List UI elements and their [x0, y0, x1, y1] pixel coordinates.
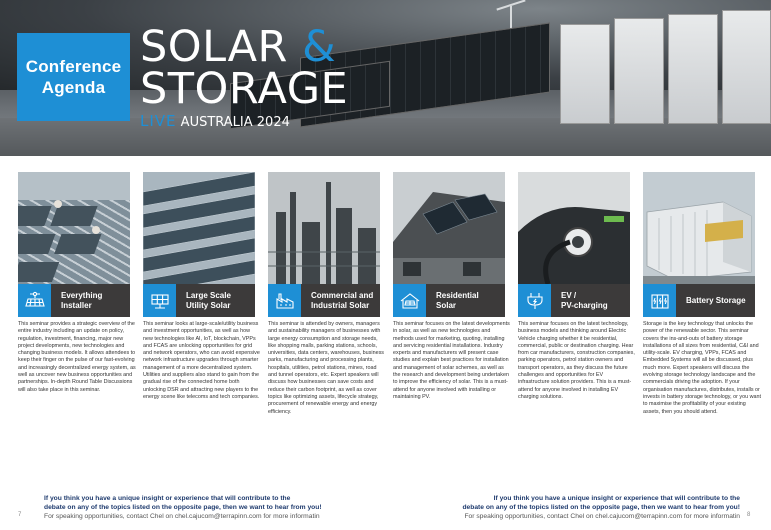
hero-battery-unit [614, 18, 664, 124]
seminar-ev-pv-charging [518, 172, 635, 401]
footer-left-line-2: debate on any of the topics listed on the opposite page, then we want to hear from you! [44, 504, 322, 511]
seminar-title-line-1: Everything [61, 290, 103, 300]
seminar-label-band [643, 284, 755, 317]
seminar-description: This seminar is attended by owners, managers and sustainability managers of businesses with large energy consumption and storage needs, like shopping malls, parking stations, schools, universities, data centers, warehouses, business parks, manufacturing and processing plants, hospitals, utilities, petrol stations, mines, road and tunnel operators, etc. Expert speakers will discuss how businesses can save costs and reduce their carbon footprint, as well as cover topics like optimizing assets, lifecycle strategy, procurement of renewable energy and energy efficiency. [268, 321, 384, 415]
seminar-everything-installer [18, 172, 136, 394]
seminar-commercial-industrial [268, 172, 384, 416]
seminar-residential-solar [393, 172, 510, 401]
seminar-title-line-1: Battery Storage [686, 295, 746, 305]
title-storage: STORAGE [140, 64, 349, 114]
title-subtitle: AUSTRALIA 2024 [180, 115, 290, 130]
title-solar: SOLAR [140, 22, 288, 72]
seminar-large-scale-utility [143, 172, 260, 401]
battery-storage-photo [643, 172, 755, 284]
seminar-title-line-1: Commercial and [311, 290, 374, 300]
seminar-description: This seminar focuses on the latest developments in solar, as well as new technologies and methods used for marketing, quoting, installing and servicing residential installations. Industry experts and manufacturers will present case studies and explain best practices for installation and management of solar schemes, as well as the research and development being undertaken to improve the efficiency of solar. This is a must-attend for anyone involved with installing or maintaining PV. [393, 321, 510, 400]
hero-banner [0, 0, 771, 156]
conference-agenda-badge [17, 33, 130, 121]
seminar-title-line-2: Solar [436, 300, 457, 310]
footer-right-line-2: debate on any of the topics listed on the opposite page, then we want to hear from you! [462, 504, 740, 511]
seminar-label-band [143, 284, 255, 317]
seminar-description: This seminar focuses on the latest technology, business models and thinking around Electric Vehicle charging whether it be residential, commercial, public or destination charging. Hear from car manufacturers, construction companies, parking operators, petrol station owners and transport operators, as they discuss the future challenges and opportunities for EV infrastructure solution providers. This is a must-attend for anyone involved in installing EV charging solutions. [518, 321, 635, 400]
footer-right-contact: For speaking opportunities, contact Chel on chel.cajucom@terrapinn.com for more informatin [464, 513, 740, 520]
page-number-left: 7 [18, 512, 22, 518]
footer-right [420, 494, 740, 521]
seminar-label-band [393, 284, 505, 317]
footer-left-line-1: If you think you have a unique insight or experience that will contribute to the [44, 495, 291, 502]
seminar-title-line-2: Industrial Solar [311, 300, 370, 310]
ev-charging-photo [518, 172, 630, 284]
house-solar-icon [393, 284, 426, 317]
seminar-title-line-1: Large Scale [186, 290, 231, 300]
badge-line-2: Agenda [41, 78, 106, 97]
title-live: LIVE [140, 112, 177, 130]
badge-line-1: Conference [25, 57, 122, 76]
hero-battery-unit [722, 10, 771, 124]
residential-roof-photo [393, 172, 505, 284]
industrial-plant-photo [268, 172, 380, 284]
page-number-right: 8 [747, 512, 751, 518]
seminar-description: This seminar provides a strategic overview of the entire industry including an update on policy, regulation, investment, financing, major new project developments, new technologies and changing business models. It allows attendees to keep their finger on the pulse of our fast-evolving and increasingly decentralized energy system, as well as uncover new business opportunities and partnerships. In-depth Round Table Discussions will also take place in this seminar. [18, 321, 136, 393]
event-title [140, 22, 349, 130]
hero-battery-unit [560, 24, 610, 124]
seminar-label-band [518, 284, 630, 317]
seminar-title-line-2: Installer [61, 300, 92, 310]
battery-cabinet-icon [643, 284, 676, 317]
solar-array-icon [143, 284, 176, 317]
footer-right-line-1: If you think you have a unique insight or experience that will contribute to the [493, 495, 740, 502]
title-ampersand: & [302, 22, 337, 72]
utility-solar-photo [143, 172, 255, 284]
ev-plug-icon [518, 284, 551, 317]
seminar-title-line-1: Residential [436, 290, 479, 300]
hero-battery-unit [668, 14, 718, 124]
footer-left [44, 494, 374, 521]
installer-photo [18, 172, 130, 284]
footer-left-contact: For speaking opportunities, contact Chel on chel.cajucom@terrapinn.com for more informatin [44, 513, 320, 520]
seminar-title-line-1: EV / [561, 290, 577, 300]
seminar-label-band [18, 284, 130, 317]
seminar-title-line-2: PV-charging [561, 300, 608, 310]
factory-icon [268, 284, 301, 317]
solar-panel-circuit-icon [18, 284, 51, 317]
seminar-description: Storage is the key technology that unlocks the power of the renewable sector. This seminar covers the ins-and-outs of battery storage installations of all sizes from residential, C&I and utility-scale. EV charging, VPPs, FCAS and Embedded Systems will all be discussed, plus much more. Expert speakers will discuss the evolving storage technology landscape and the commercials driving the adoption. If your organisation manufactures, distributes, installs or invests in battery storage technology, or you want to maximise the profitability of your existing assets, then you should attend. [643, 321, 761, 415]
seminar-battery-storage [643, 172, 761, 416]
seminar-title-line-2: Utility Solar [186, 300, 231, 310]
seminar-label-band [268, 284, 380, 317]
seminar-description: This seminar looks at large-scale/utility business and investment opportunities, as well as how new technologies like AI, IoT, blockchain, VPPs and FCAS are unlocking opportunities for grid and network operators, who can avoid expensive network infrastructure upgrades through smarter management of a more decentralized system. Utilities and suppliers also stand to gain from the gradual rise of the connected home both unlocking DSR and attracting new players to the energy scene like telecoms and tech companies. [143, 321, 260, 400]
